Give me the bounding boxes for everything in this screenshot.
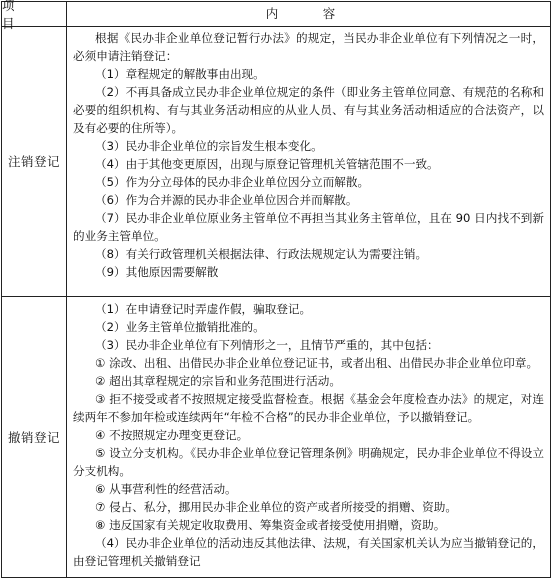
content-line: 根据《民办非企业单位登记暂行办法》的规定，当民办非企业单位有下列情况之一时，必须申请注销登记： xyxy=(73,31,544,63)
content-line: ⑦ 侵占、私分，挪用民办非企业单位的资产或者所接受的捐赠、资助。 xyxy=(95,499,457,514)
content-line: （2）业务主管单位撤销批准的。 xyxy=(95,319,265,334)
content-line: ① 涂改、出租、出借民办非企业单位登记证书，或者出租、出借民办非企业单位印章。 xyxy=(95,355,539,370)
content-line: ③ 拒不接受或者不按照规定接受监督检查。根据《基金会年度检查办法》的规定，对连续两年不参加年检或连续两年“年检不合格”的民办非企业单位，予以撤销登记。 xyxy=(73,391,544,424)
registration-table xyxy=(1,1,551,578)
section-content-revocation xyxy=(67,297,550,578)
content-line: （7）民办非企业单位原业务主管单位不再担当其业务主管单位，且在 90 日内找不到新的业务主管单位。 xyxy=(73,211,544,243)
content-line: （2）不再具备成立民办非企业单位规定的条件（即业务主管单位同意、有规范的名称和必要的组织机构、有与其业务活动相应的从业人员、有与其业务活动相适应的合法资产，以及有必要的住所等）。 xyxy=(73,85,544,135)
table-header-row xyxy=(2,0,550,31)
content-line: （3）民办非企业单位的宗旨发生根本变化。 xyxy=(95,139,323,153)
header-content-column: 内 容 xyxy=(265,6,352,21)
content-line: （1）在申请登记时弄虚作假，骗取登记。 xyxy=(95,301,312,316)
section-label-revocation: 撤销登记 xyxy=(2,297,67,578)
content-line: （5）作为分立母体的民办非企业单位因分立而解散。 xyxy=(95,175,370,189)
content-line: ② 超出其章程规定的宗旨和业务范围进行活动。 xyxy=(95,373,341,388)
table-row-revocation xyxy=(2,297,550,578)
content-line: ⑥ 从事营利性的经营活动。 xyxy=(95,481,237,496)
content-line: （4）由于其他变更原因，出现与原登记管理机关管辖范围不一致。 xyxy=(95,157,439,171)
section-content-cancellation xyxy=(67,26,550,296)
content-line: ④ 不按照规定办理变更登记。 xyxy=(95,427,249,442)
content-line: （1）章程规定的解散事由出现。 xyxy=(95,67,265,81)
content-line: （6）作为合并源的民办非企业单位因合并而解散。 xyxy=(95,193,358,207)
section-label-cancellation: 注销登记 xyxy=(2,26,67,296)
content-line: （4）民办非企业单位的活动违反其他法律、法规，有关国家机关认为应当撤销登记的，由登记管理机关撤销登记 xyxy=(73,535,544,568)
table-row-cancellation xyxy=(2,26,550,297)
content-line: （3）民办非企业单位有下列情形之一，且情节严重的，其中包括： xyxy=(95,337,439,352)
content-line: （8）有关行政管理机关根据法律、行政法规规定认为需要注销。 xyxy=(95,247,428,261)
content-line: ⑧ 违反国家有关规定收取费用、筹集资金或者接受使用捐赠，资助。 xyxy=(95,517,446,532)
content-line: ⑤ 设立分支机构。《民办非企业单位登记管理条例》明确规定，民办非企业单位不得设立分支机构。 xyxy=(73,445,544,478)
header-item-column: 项 目 xyxy=(2,2,67,26)
content-line: （9）其他原因需要解散 xyxy=(95,265,219,279)
